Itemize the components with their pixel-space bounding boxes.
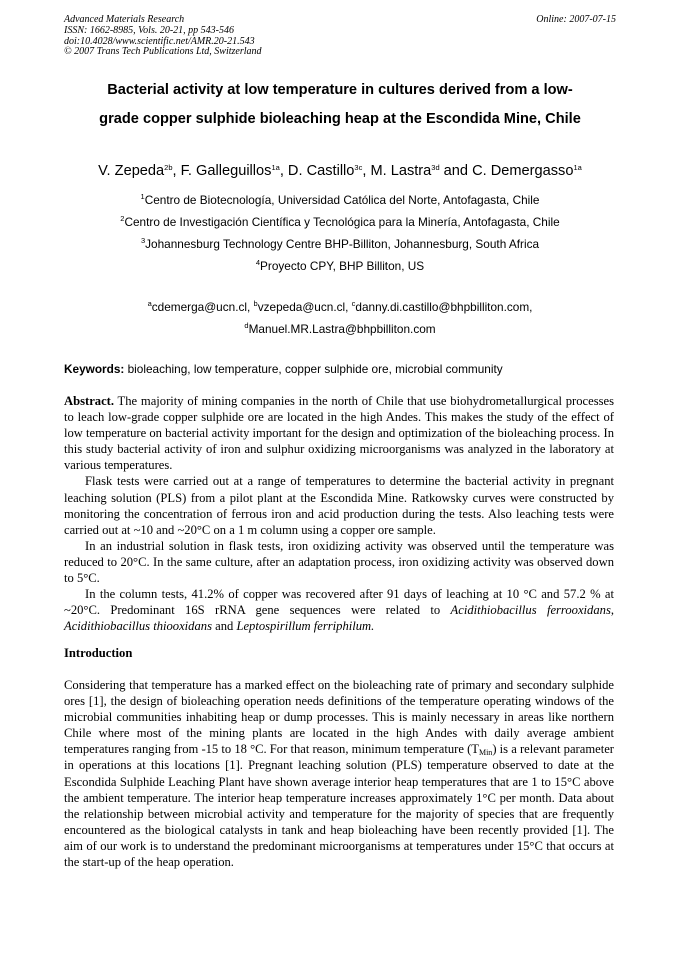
- affiliation-text: Johannesburg Technology Centre BHP-Billiton, Johannesburg, South Africa: [145, 237, 540, 251]
- email-marker: d: [244, 321, 249, 330]
- author-name: C. Demergasso: [472, 163, 574, 179]
- abstract-text: The majority of mining companies in the north of Chile that use biohydrometallurgical processes to leach low-grade copper sulphide ore are located in the high Andes. This makes the study of the effect of low temperature on bacterial activity important for the design and optimization of the bioleaching process. In this study bacterial activity of iron and sulphur oxidizing microorganisms was analyzed in the laboratory at various temperatures.: [64, 394, 614, 473]
- author-name: M. Lastra: [370, 163, 432, 179]
- affiliation-marker: 1: [140, 192, 145, 201]
- introduction-text: ) is a relevant parameter in operations at this locations [1]. Pregnant leaching solution (PLS) temperature observed to date at the Escondida Sulphide Leaching Plant have shown average interior heap temperatures that are 1 to 15°C above the ambient temperature. The interior heap temperature increases approximately 1°C per month. Data about the relationship between microbial activity and temperature for the majority of species that are frequently encountered as the biological catalysts in tank and heap bioleaching have been recently provided [1]. The aim of our work is to understand the predominant microorganisms at temperatures under 15°C that occurs at the start-up of the heap operation.: [64, 742, 614, 870]
- introduction-paragraph: [64, 677, 614, 870]
- author-affiliation-marker: 1a: [271, 163, 280, 172]
- affiliation: [30, 255, 650, 277]
- email-line-1: [30, 296, 650, 318]
- author-list: [30, 161, 650, 181]
- affiliation-text: Centro de Investigación Científica y Tecnológica para la Minería, Antofagasta, Chile: [124, 215, 560, 229]
- issn-line: ISSN: 1662-8985, Vols. 20-21, pp 543-546: [64, 24, 234, 36]
- abstract: [64, 393, 614, 634]
- author-affiliation-marker: 3d: [431, 163, 440, 172]
- copyright-line: © 2007 Trans Tech Publications Ltd, Switzerland: [64, 46, 262, 58]
- email-link[interactable]: danny.di.castillo@bhpbilliton.com,: [355, 300, 533, 314]
- section-heading-introduction: Introduction: [64, 646, 133, 660]
- affiliation: [30, 211, 650, 233]
- affiliation: [30, 233, 650, 255]
- author-name: V. Zepeda: [98, 163, 165, 179]
- email-list: [30, 296, 650, 340]
- author-separator: ,: [279, 163, 288, 179]
- email-marker: a: [147, 299, 152, 308]
- title-line-2: grade copper sulphide bioleaching heap at the Escondida Mine, Chile: [99, 111, 581, 127]
- author-affiliation-marker: 3c: [354, 163, 363, 172]
- email-link[interactable]: cdemerga@ucn.cl,: [151, 300, 254, 314]
- journal-name: Advanced Materials Research: [64, 14, 185, 25]
- abstract-text: and: [211, 619, 237, 634]
- species-name: Acidithiobacillus ferrooxidans: [450, 603, 611, 618]
- email-marker: b: [253, 299, 258, 308]
- keywords-text: bioleaching, low temperature, copper sulphide ore, microbial community: [124, 362, 503, 376]
- introduction-text: Considering that temperature has a marked effect on the bioleaching rate of primary and secondary sulphide ores [1], the design of bioleaching operation needs definitions of the temperature operating windows of the microbial communities inhabiting heap or dump processes. This is mainly necessary in areas like northern Chile where most of the mining plants are located in the high Andes with daily average ambient temperatures ranging from -15 to 18 °C. For that reason, minimum temperature (T: [64, 678, 614, 757]
- affiliation-text: Centro de Biotecnología, Universidad Católica del Norte, Antofagasta, Chile: [144, 193, 540, 207]
- affiliation-marker: 4: [255, 258, 261, 267]
- subscript-min: Min: [478, 748, 493, 758]
- paper-title: [60, 76, 620, 134]
- online-date: Online: 2007-07-15: [536, 14, 616, 25]
- affiliation: [30, 189, 650, 211]
- author-separator: ,: [362, 163, 371, 179]
- email-marker: c: [351, 299, 356, 308]
- author-affiliation-marker: 1a: [573, 163, 582, 172]
- keywords-label: Keywords:: [64, 362, 125, 376]
- keywords: [64, 361, 624, 377]
- affiliation-list: [30, 189, 650, 277]
- affiliation-marker: 2: [120, 214, 125, 223]
- email-link[interactable]: Manuel.MR.Lastra@bhpbilliton.com: [248, 322, 436, 336]
- abstract-paragraph: [64, 586, 614, 634]
- abstract-paragraph: [64, 393, 614, 473]
- author-name: F. Galleguillos: [180, 163, 272, 179]
- abstract-text: ,: [610, 603, 614, 618]
- email-line-2: [30, 318, 650, 340]
- title-line-1: Bacterial activity at low temperature in cultures derived from a low-: [107, 82, 573, 98]
- author-name: D. Castillo: [287, 163, 355, 179]
- abstract-text: In the column tests, 41.2% of copper was recovered after 91 days of leaching at 10 °C and 57.2 % at ~20°C. Predominant 16S rRNA gene sequences were related to: [64, 587, 614, 618]
- doi-line: doi:10.4028/www.scientific.net/AMR.20-21.543: [64, 35, 255, 47]
- author-affiliation-marker: 2b: [164, 163, 173, 172]
- abstract-paragraph: In an industrial solution in flask tests, iron oxidizing activity was observed until the temperature was reduced to 20°C. In the same culture, after an adaptation process, iron oxidizing activity was observed down to 5°C.: [64, 538, 614, 586]
- author-separator: and: [439, 163, 473, 179]
- email-link[interactable]: vzepeda@ucn.cl,: [257, 300, 352, 314]
- journal-header: [64, 15, 616, 58]
- species-name: Acidithiobacillus thiooxidans: [64, 619, 212, 634]
- abstract-paragraph: Flask tests were carried out at a range of temperatures to determine the bacterial activity in pregnant leaching solution (PLS) from a pilot plant at the Escondida Mine. Ratkowsky curves were constructed by monitoring the concentration of ferrous iron and acid production during the tests. Also leaching tests were carried out at ~10 and ~20°C on a 1 m column using a copper ore sample.: [64, 474, 614, 537]
- species-name: Leptospirillum ferriphilum.: [236, 619, 375, 634]
- abstract-label: Abstract.: [64, 394, 115, 408]
- affiliation-text: Proyecto CPY, BHP Billiton, US: [260, 259, 425, 273]
- affiliation-marker: 3: [140, 236, 146, 245]
- author-separator: ,: [172, 163, 181, 179]
